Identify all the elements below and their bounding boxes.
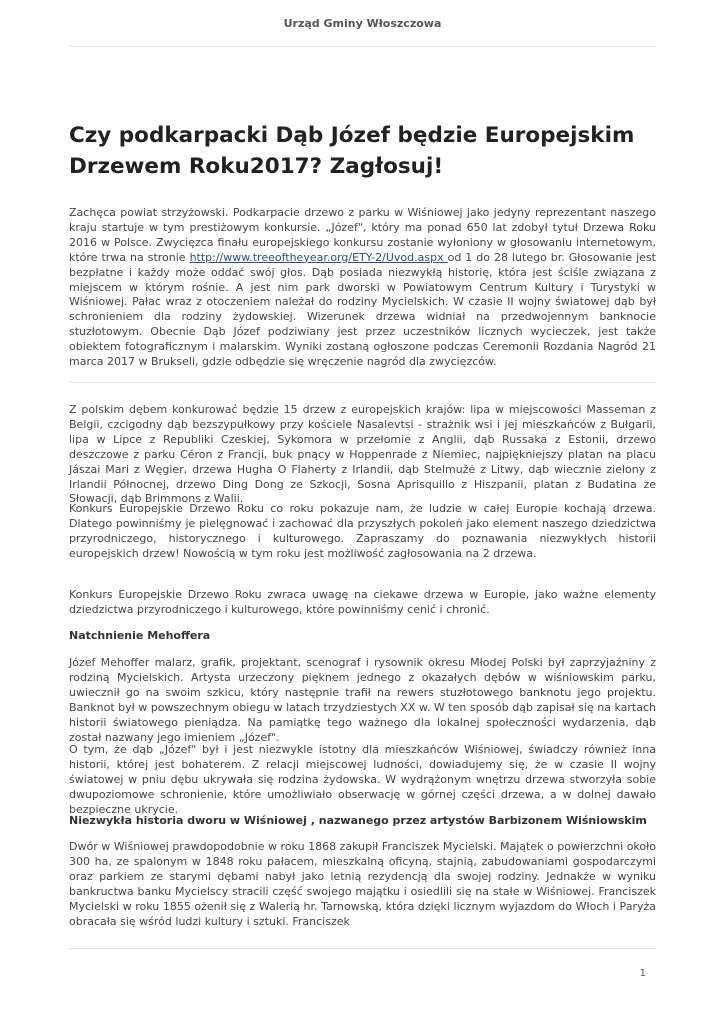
vote-link[interactable]: http://www.treeoftheyear.org/ETY-2/Uvod.aspx [189, 250, 448, 264]
paragraph-intro [69, 206, 656, 370]
intro-text-end: od 1 do 28 lutego br. Głosowanie jest bezpłatne i każdy może oddać swój głos. Dąb posiada niezwykłą historię, która jest ściśle związana z miejscem w którym rośnie. A jest nim park dworski w Powiatowym Centrum Kultury i Turystyki w Wiśniowej. Pałac wraz z otoczeniem należał do rodziny Mycielskich. W czasie II wojny światowej dąb był schronieniem dla rodziny żydowskiej. Wizerunek drzewa widniał na przedwojennym banknocie stuzłotowym. Obecnie Dąb Józef podziwiany jest przez uczestników licznych wycieczek, jest także obiektem fotograficznym i malarskim. Wyniki zostaną ogłoszone podczas Ceremonii Rozdania Nagród 21 marca 2017 w Brukseli, gdzie odbędzie się wręczenie nagród dla zwycięzców. [69, 250, 656, 369]
subheading-mehoffer: Natchnienie Mehoffera [69, 629, 211, 642]
paragraph-manor: Dwór w Wiśniowej prawdopodobnie w roku 1868 zakupił Franciszek Mycielski. Majątek o powierzchni około 300 ha, ze spalonym w 1848 roku pałacem, mieszkalną oficyną, stajnią, zabudowaniami gospodarczymi oraz parkiem ze starymi dębami nabył jako letnią rezydencją dla swojej rodziny. Jednakże w wyniku bankructwa banku Mycielscy stracili część swojego majątku i osiedlili się na stałe w Wiśniowej. Franciszek Mycielski w roku 1855 ożenił się z Walerią hr. Tarnowską, która dzięki licznym wyjazdom do Włoch i Paryża obracała się wśród ludzi kultury i sztuki. Franciszek [69, 840, 656, 928]
paragraph-competitors: Z polskim dębem konkurować będzie 15 drzew z europejskich krajów: lipa w miejscowości Masseman z Belgii, czcigodny dąb bezszypułkowy przy kościele Nasalevtsi - strażnik wsi i jej mieszkańców z Bułgarii, lipa w Lipce z Republiki Czeskiej, Sykomora w przełomie z Anglii, dąb Russaka z Estonii, drzewo deszczowe z parku Céron z Francji, buk pnący w Hoppenrade z Niemiec, najpiękniejszy platan na placu Jászai Mari z Węgier, drzewa Hugha O Flaherty z Irlandii, dąb Stelmužė z Litwy, dąb wiecznie zielony z Irlandii Północnej, drzewo Ding Dong ze Szkocji, Sosna Aprisquillo z Hiszpanii, platan z Budatina ze Słowacji, dąb Brimmons z Walii. [69, 403, 656, 506]
header-divider [69, 46, 656, 47]
section-divider [69, 382, 656, 383]
subheading-manor-history: Niezwykła historia dworu w Wiśniowej , nazwanego przez artystów Barbizonem Wiśniowskim [69, 814, 647, 827]
article-title: Czy podkarpacki Dąb Józef będzie Europejskim Drzewem Roku2017? Zagłosuj! [69, 123, 635, 179]
paragraph-wartime: O tym, że dąb „Józef" był i jest niezwykle istotny dla mieszkańców Wiśniowej, świadczy również inna historii, której jest bohaterem. Z relacji miejscowej ludności, dowiadujemy się, że w czasie II wojny światowej w pniu dębu ukrywała się rodzina żydowska. W wydrążonym wnętrzu drzewa stworzyła sobie dwupoziomowe schronienie, które umożliwiało obserwację w górnej części drzewa, a w dolnej dawało bezpieczne ukrycie. [69, 743, 656, 816]
footer-divider [69, 948, 656, 949]
intro-text-start: Zachęca powiat strzyżowski. Podkarpacie drzewo z parku w Wiśniowej jako jedyny reprezentant naszego kraju startuje w tym prestiżowym konkursie. „Józef", który ma ponad 650 lat zdobył tytuł Drzewa Roku 2016 w Polsce. Zwycięzca finału europejskiego konkursu zostanie wyłoniony w głosowaniu internetowym, które trwa na stronie [69, 206, 656, 264]
document-header: Urząd Gminy Włoszczowa [283, 17, 442, 30]
page-number: 1 [639, 968, 646, 979]
paragraph-contest-summary: Konkurs Europejskie Drzewo Roku zwraca uwagę na ciekawe drzewa w Europie, jako ważne elementy dziedzictwa przyrodniczego i kulturowego, które powinniśmy cenić i chronić. [69, 588, 656, 616]
paragraph-contest-purpose: Konkurs Europejskie Drzewo Roku co roku pokazuje nam, że ludzie w całej Europie kochają drzewa. Dlatego powinniśmy je pielęgnować i zachować dla przyszłych pokoleń jako element naszego dziedzictwa przyrodniczego, historycznego i kulturowego. Zapraszamy do poznawania niezwykłych historii europejskich drzew! Nowością w tym roku jest możliwość zagłosowania na 2 drzewa. [69, 502, 656, 560]
paragraph-mehoffer: Józef Mehoffer malarz, grafik, projektant, scenograf i rysownik okresu Młodej Polski był zaprzyjaźniny z rodziną Mycielskich. Artysta urzeczony pięknem jednego z okazałych dębów w wiśniowskim parku, uwiecznił go na swoim szkicu, który następnie trafił na rewers stuzłotowego banknotu jego projektu. Banknot był w powszechnym obiegu w latach trzydziestych XX w. W ten sposób dąb zapisał się na kartach historii światowego pieniądza. Na pamiątkę tego ważnego dla lokalnej społeczności wydarzenia, dąb został nazwany jego imieniem „Józef". [69, 656, 656, 744]
